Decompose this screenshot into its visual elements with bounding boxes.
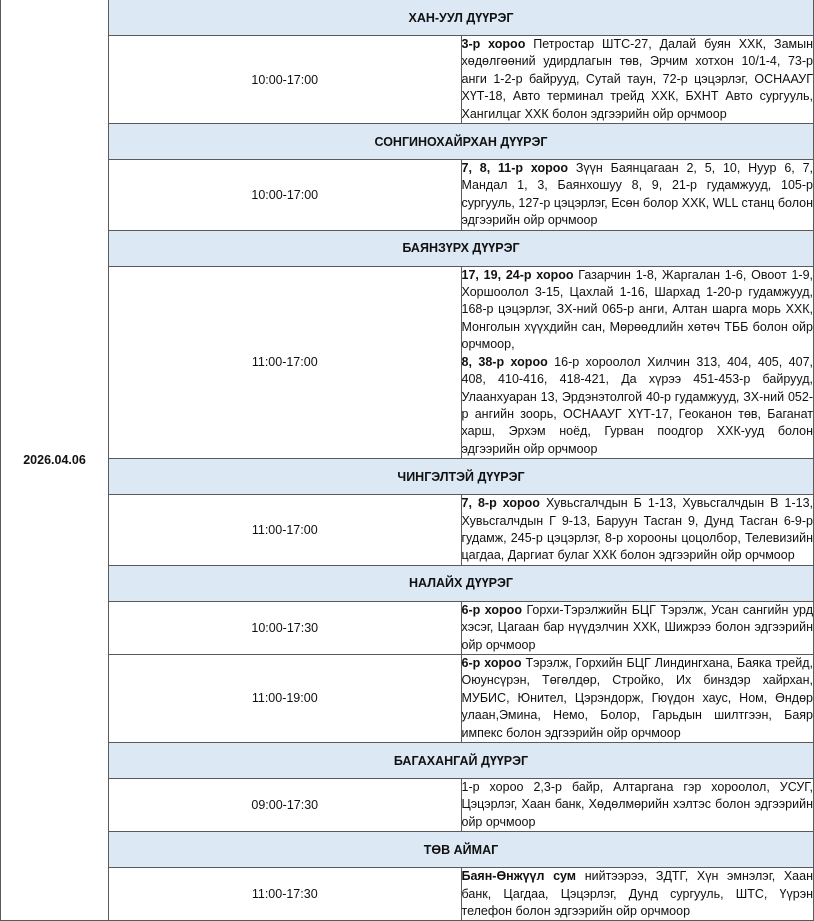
- khoroo-label: 6-р хороо: [461, 655, 522, 670]
- location-list: Тэрэлж, Горхийн БЦГ Линдингхана, Баяка трейд, Оюунсүрэн, Төгөлдөр, Стройко, Их бинздэр хайрхан, МУБИС, Юнител, Цэрэндорж, Гюүдон хаус, Ном, Өндөр улаан,Эмина, Немо, Болор, Гарьдын шилтгээн, Баяр импекс болон эдгээрийн ойр орчмоор: [461, 655, 814, 740]
- schedule-row: [1, 495, 814, 566]
- district-header: ХАН-УУЛ ДҮҮРЭГ: [109, 0, 814, 36]
- khoroo-label: 6-р хороо: [461, 602, 522, 617]
- location-list: Хувьсгалчдын Б 1-13, Хувьсгалчдын В 1-13, Хувьсгалчдын Г 9-13, Баруун Тасган 9, Дунд Тасган 6-9-р гудамж, 245-р цэцэрлэг, 8-р хорооны цоцолбор, Телевизийн цагдаа, Даргиат булаг ХХК болон эдгээрийн ойр орчмоор: [461, 496, 813, 563]
- district-header: ТӨВ АЙМАГ: [109, 832, 814, 868]
- affected-area-description: [461, 160, 814, 231]
- location-list: 16-р хороолол Хилчин 313, 404, 405, 407, 408, 410-416, 418-421, Да хүрээ 451-453-р байрууд, Улаанхуаран 13, Эрдэнэтолгой 40-р гудамжууд, ЗХ-ний 052-р ангийн зоорь, ОСНААУГ ХҮТ-17, Геоканон төв, Баганат харш, Эрхэм ноёд, Гурван поодгор ХХК-ууд болон эдгээрийн ойр орчмоор: [461, 354, 813, 456]
- schedule-row: [1, 601, 814, 654]
- district-header: НАЛАЙХ ДҮҮРЭГ: [109, 565, 814, 601]
- location-list: Горхи-Тэрэлжийн БЦГ Тэрэлж, Усан сангийн урд хэсэг, Цагаан бар нүүдэлчин ХХК, Шижрээ болон эдгээрийн ойр орчмоор: [461, 602, 814, 652]
- district-header: СОНГИНОХАЙРХАН ДҮҮРЭГ: [109, 124, 814, 160]
- affected-area-description: [461, 868, 814, 921]
- khoroo-label: 17, 19, 24-р хороо: [461, 267, 574, 282]
- location-list: Зүүн Баянцагаан 2, 5, 10, Нуур 6, 7, Мандал 1, 3, Баянхошуу 8, 9, 21-р гудамжууд, 105-р сургууль, 127-р цэцэрлэг, Есөн болор ХХК, WLL станц болон эдгээрийн ойр орчмоор: [461, 161, 813, 228]
- time-range: 10:00-17:00: [109, 160, 462, 231]
- location-list: 1-р хороо 2,3-р байр, Алтаргана гэр хороолол, УСУГ, Цэцэрлэг, Хаан банк, Хөдөлмөрийн хэлтэс болон эдгээрийн ойр орчмоор: [461, 780, 813, 829]
- location-list: Газарчин 1-8, Жаргалан 1-6, Овоот 1-9, Хоршоолол 3-15, Цахлай 1-16, Шархад 1-20-р гудамжууд, 168-р цэцэрлэг, ЗХ-ний 065-р анги, Алтан шарга морь ХХК, Монголын хүүхдийн сан, Мөрөөдлийн хөтөч ТББ болон ойр орчмоор,: [461, 267, 814, 352]
- khoroo-label: Баян-Өнжүүл сум: [461, 869, 577, 884]
- schedule-row: [1, 266, 814, 458]
- time-range: 11:00-17:30: [109, 868, 462, 921]
- time-range: 11:00-19:00: [109, 654, 462, 742]
- affected-area-description: [461, 36, 814, 124]
- affected-area-description: [461, 266, 814, 458]
- khoroo-label: 7, 8, 11-р хороо: [461, 161, 569, 176]
- time-range: 11:00-17:00: [109, 495, 462, 566]
- district-row: [1, 459, 814, 495]
- location-list: Петростар ШТС-27, Далай буян ХХК, Замын хөдөлгөөний удирдлагын төв, Эрчим хотхон 10/1-4, 73-р анги 1-2-р байрууд, Сутай таун, 72-р цэцэрлэг, ОСНААУГ ХҮТ-18, Авто терминал трейд ХХК, БХНТ Авто сургууль, Хангилцаг ХХК болон эдгээрийн ойр орчмоор: [461, 37, 814, 121]
- district-row: [1, 565, 814, 601]
- district-row: [1, 230, 814, 266]
- schedule-row: [1, 160, 814, 231]
- schedule-row: [1, 36, 814, 124]
- affected-area-description: [461, 779, 814, 832]
- time-range: 10:00-17:30: [109, 601, 462, 654]
- affected-area-description: [461, 654, 814, 742]
- schedule-row: [1, 779, 814, 832]
- district-header: БАЯНЗҮРХ ДҮҮРЭГ: [109, 230, 814, 266]
- schedule-body: [1, 0, 814, 921]
- district-header: БАГАХАНГАЙ ДҮҮРЭГ: [109, 743, 814, 779]
- schedule-row: [1, 868, 814, 921]
- time-range: 11:00-17:00: [109, 266, 462, 458]
- date-cell: 2026.04.06: [1, 0, 109, 921]
- time-range: 10:00-17:00: [109, 36, 462, 124]
- affected-area-description: [461, 601, 814, 654]
- district-header: ЧИНГЭЛТЭЙ ДҮҮРЭГ: [109, 459, 814, 495]
- khoroo-label: 7, 8-р хороо: [461, 496, 540, 511]
- affected-area-description: [461, 495, 814, 566]
- district-row: [1, 743, 814, 779]
- schedule-row: [1, 654, 814, 742]
- khoroo-label: 3-р хороо: [461, 37, 526, 51]
- district-row: [1, 0, 814, 36]
- district-row: [1, 832, 814, 868]
- time-range: 09:00-17:30: [109, 779, 462, 832]
- district-row: [1, 124, 814, 160]
- location-list: нийтээрээ, ЗДТГ, Хүн эмнэлэг, Хаан банк, Цагдаа, Цэцэрлэг, Дунд сургууль, ШТС, Үүрэн телефон болон эдгээрийн ойр орчмоор: [461, 869, 813, 919]
- khoroo-label: 8, 38-р хороо: [461, 354, 548, 369]
